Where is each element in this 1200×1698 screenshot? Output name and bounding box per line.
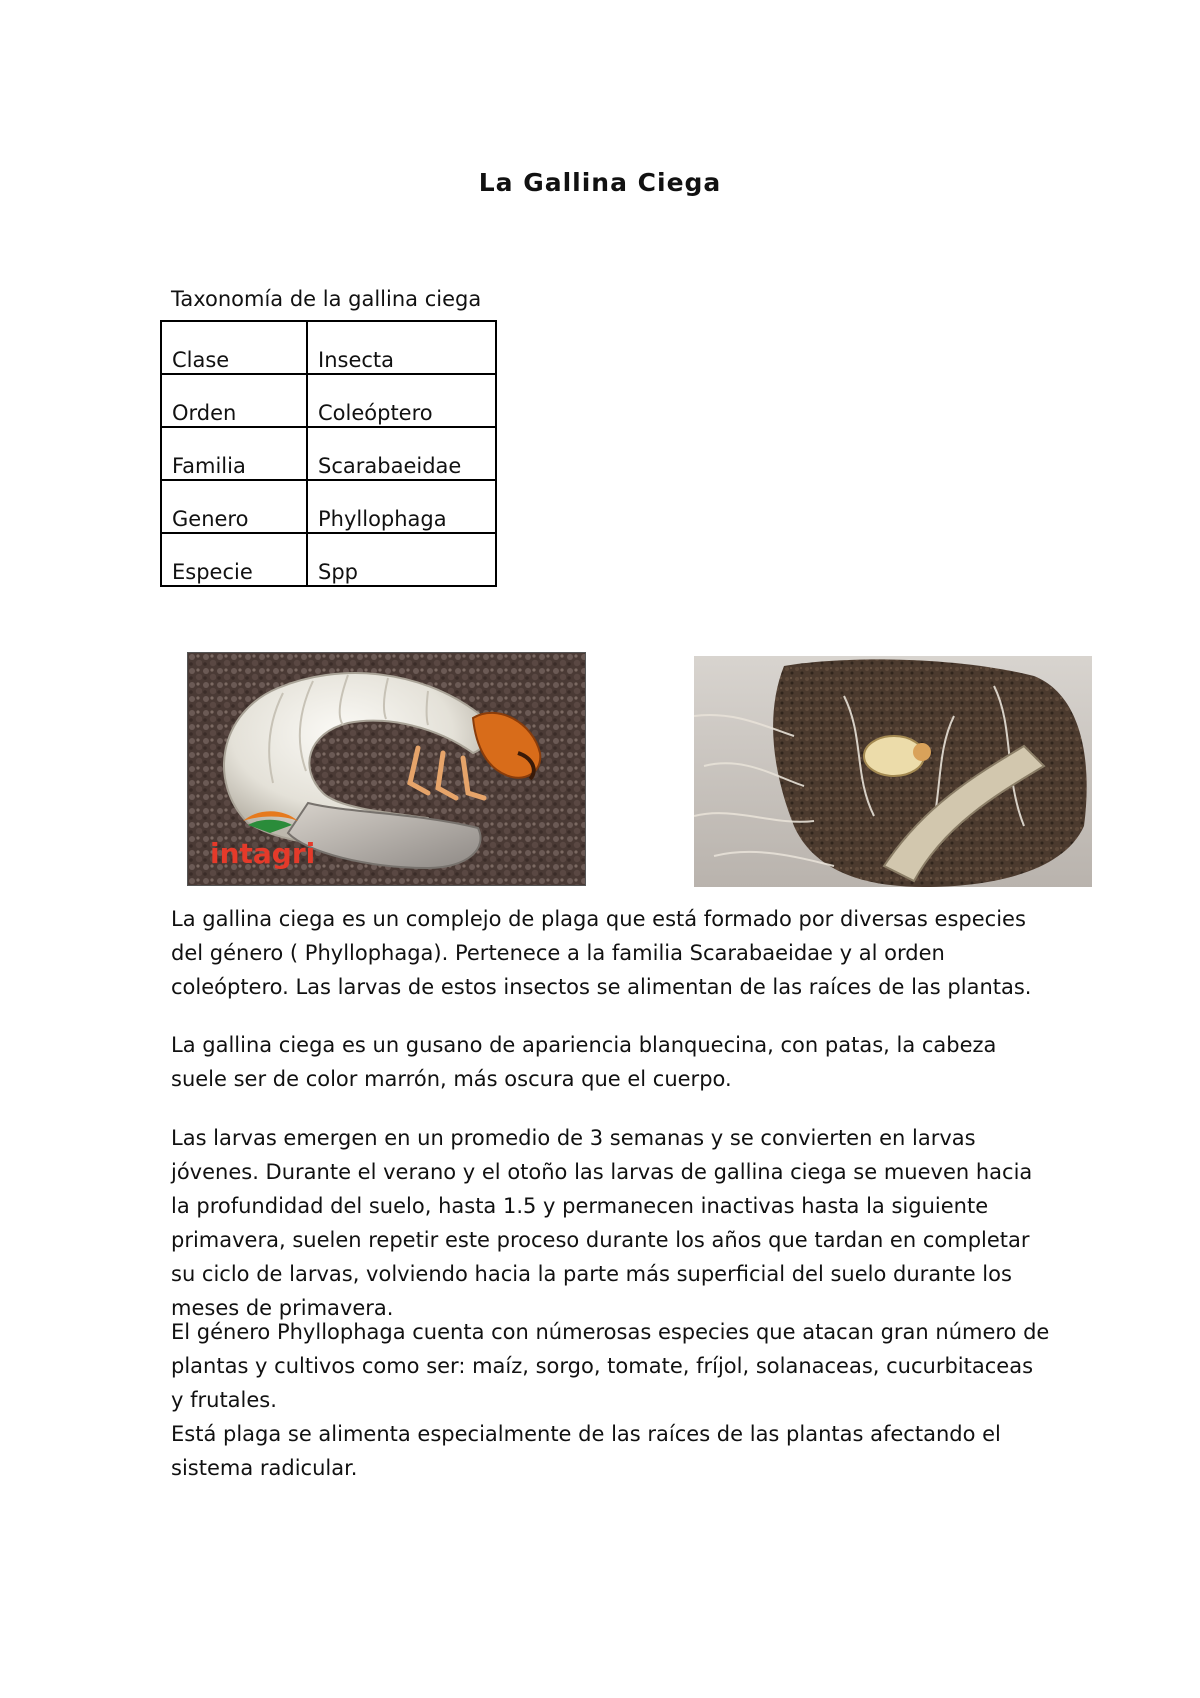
value-cell: Scarabaeidae — [307, 427, 496, 480]
table-caption: Taxonomía de la gallina ciega — [171, 287, 482, 311]
paragraph-text: El género Phyllophaga cuenta con númerosas especies que atacan gran número de plantas y cultivos como ser: maíz, sorgo, tomate, fríjol, solanaceas, cucurbitaceas y frutales. — [171, 1320, 1050, 1412]
larva-photo — [187, 652, 586, 886]
taxonomy-table — [160, 320, 497, 587]
rank-cell: Familia — [161, 427, 307, 480]
table-row — [161, 427, 496, 480]
rank-cell: Clase — [161, 321, 307, 374]
table-row — [161, 321, 496, 374]
table-row — [161, 533, 496, 586]
paragraph-text: La gallina ciega es un gusano de apariencia blanquecina, con patas, la cabeza suele ser de color marrón, más oscura que el cuerpo. — [171, 1033, 997, 1091]
paragraph — [171, 1121, 1051, 1325]
table-row — [161, 480, 496, 533]
paragraph-text: Está plaga se alimenta especialmente de las raíces de las plantas afectando el sistema radicular. — [171, 1422, 1001, 1480]
table-row — [161, 374, 496, 427]
page-title: La Gallina Ciega — [478, 168, 722, 197]
value-cell: Coleóptero — [307, 374, 496, 427]
roots-photo — [694, 656, 1092, 887]
paragraph-text: Las larvas emergen en un promedio de 3 semanas y se convierten en larvas jóvenes. Durante el verano y el otoño las larvas de gallina ciega se mueven hacia la profundidad del suelo, hasta 1.5 y permanecen inactivas hasta la siguiente primavera, suelen repetir este proceso durante los años que tardan en completar su ciclo de larvas, volviendo hacia la parte más superficial del suelo durante los meses de primavera. — [171, 1126, 1033, 1320]
paragraph — [171, 902, 1051, 1004]
rank-cell: Genero — [161, 480, 307, 533]
rank-cell: Orden — [161, 374, 307, 427]
paragraph — [171, 1315, 1051, 1485]
rank-cell: Especie — [161, 533, 307, 586]
paragraph — [171, 1028, 1051, 1096]
paragraph-text: La gallina ciega es un complejo de plaga que está formado por diversas especies del género ( Phyllophaga). Pertenece a la familia Scarabaeidae y al orden coleóptero. Las larvas de estos insectos se alimentan de las raíces de las plantas. — [171, 907, 1032, 999]
value-cell: Spp — [307, 533, 496, 586]
svg-text:intagri: intagri — [210, 837, 316, 870]
value-cell: Insecta — [307, 321, 496, 374]
value-cell: Phyllophaga — [307, 480, 496, 533]
